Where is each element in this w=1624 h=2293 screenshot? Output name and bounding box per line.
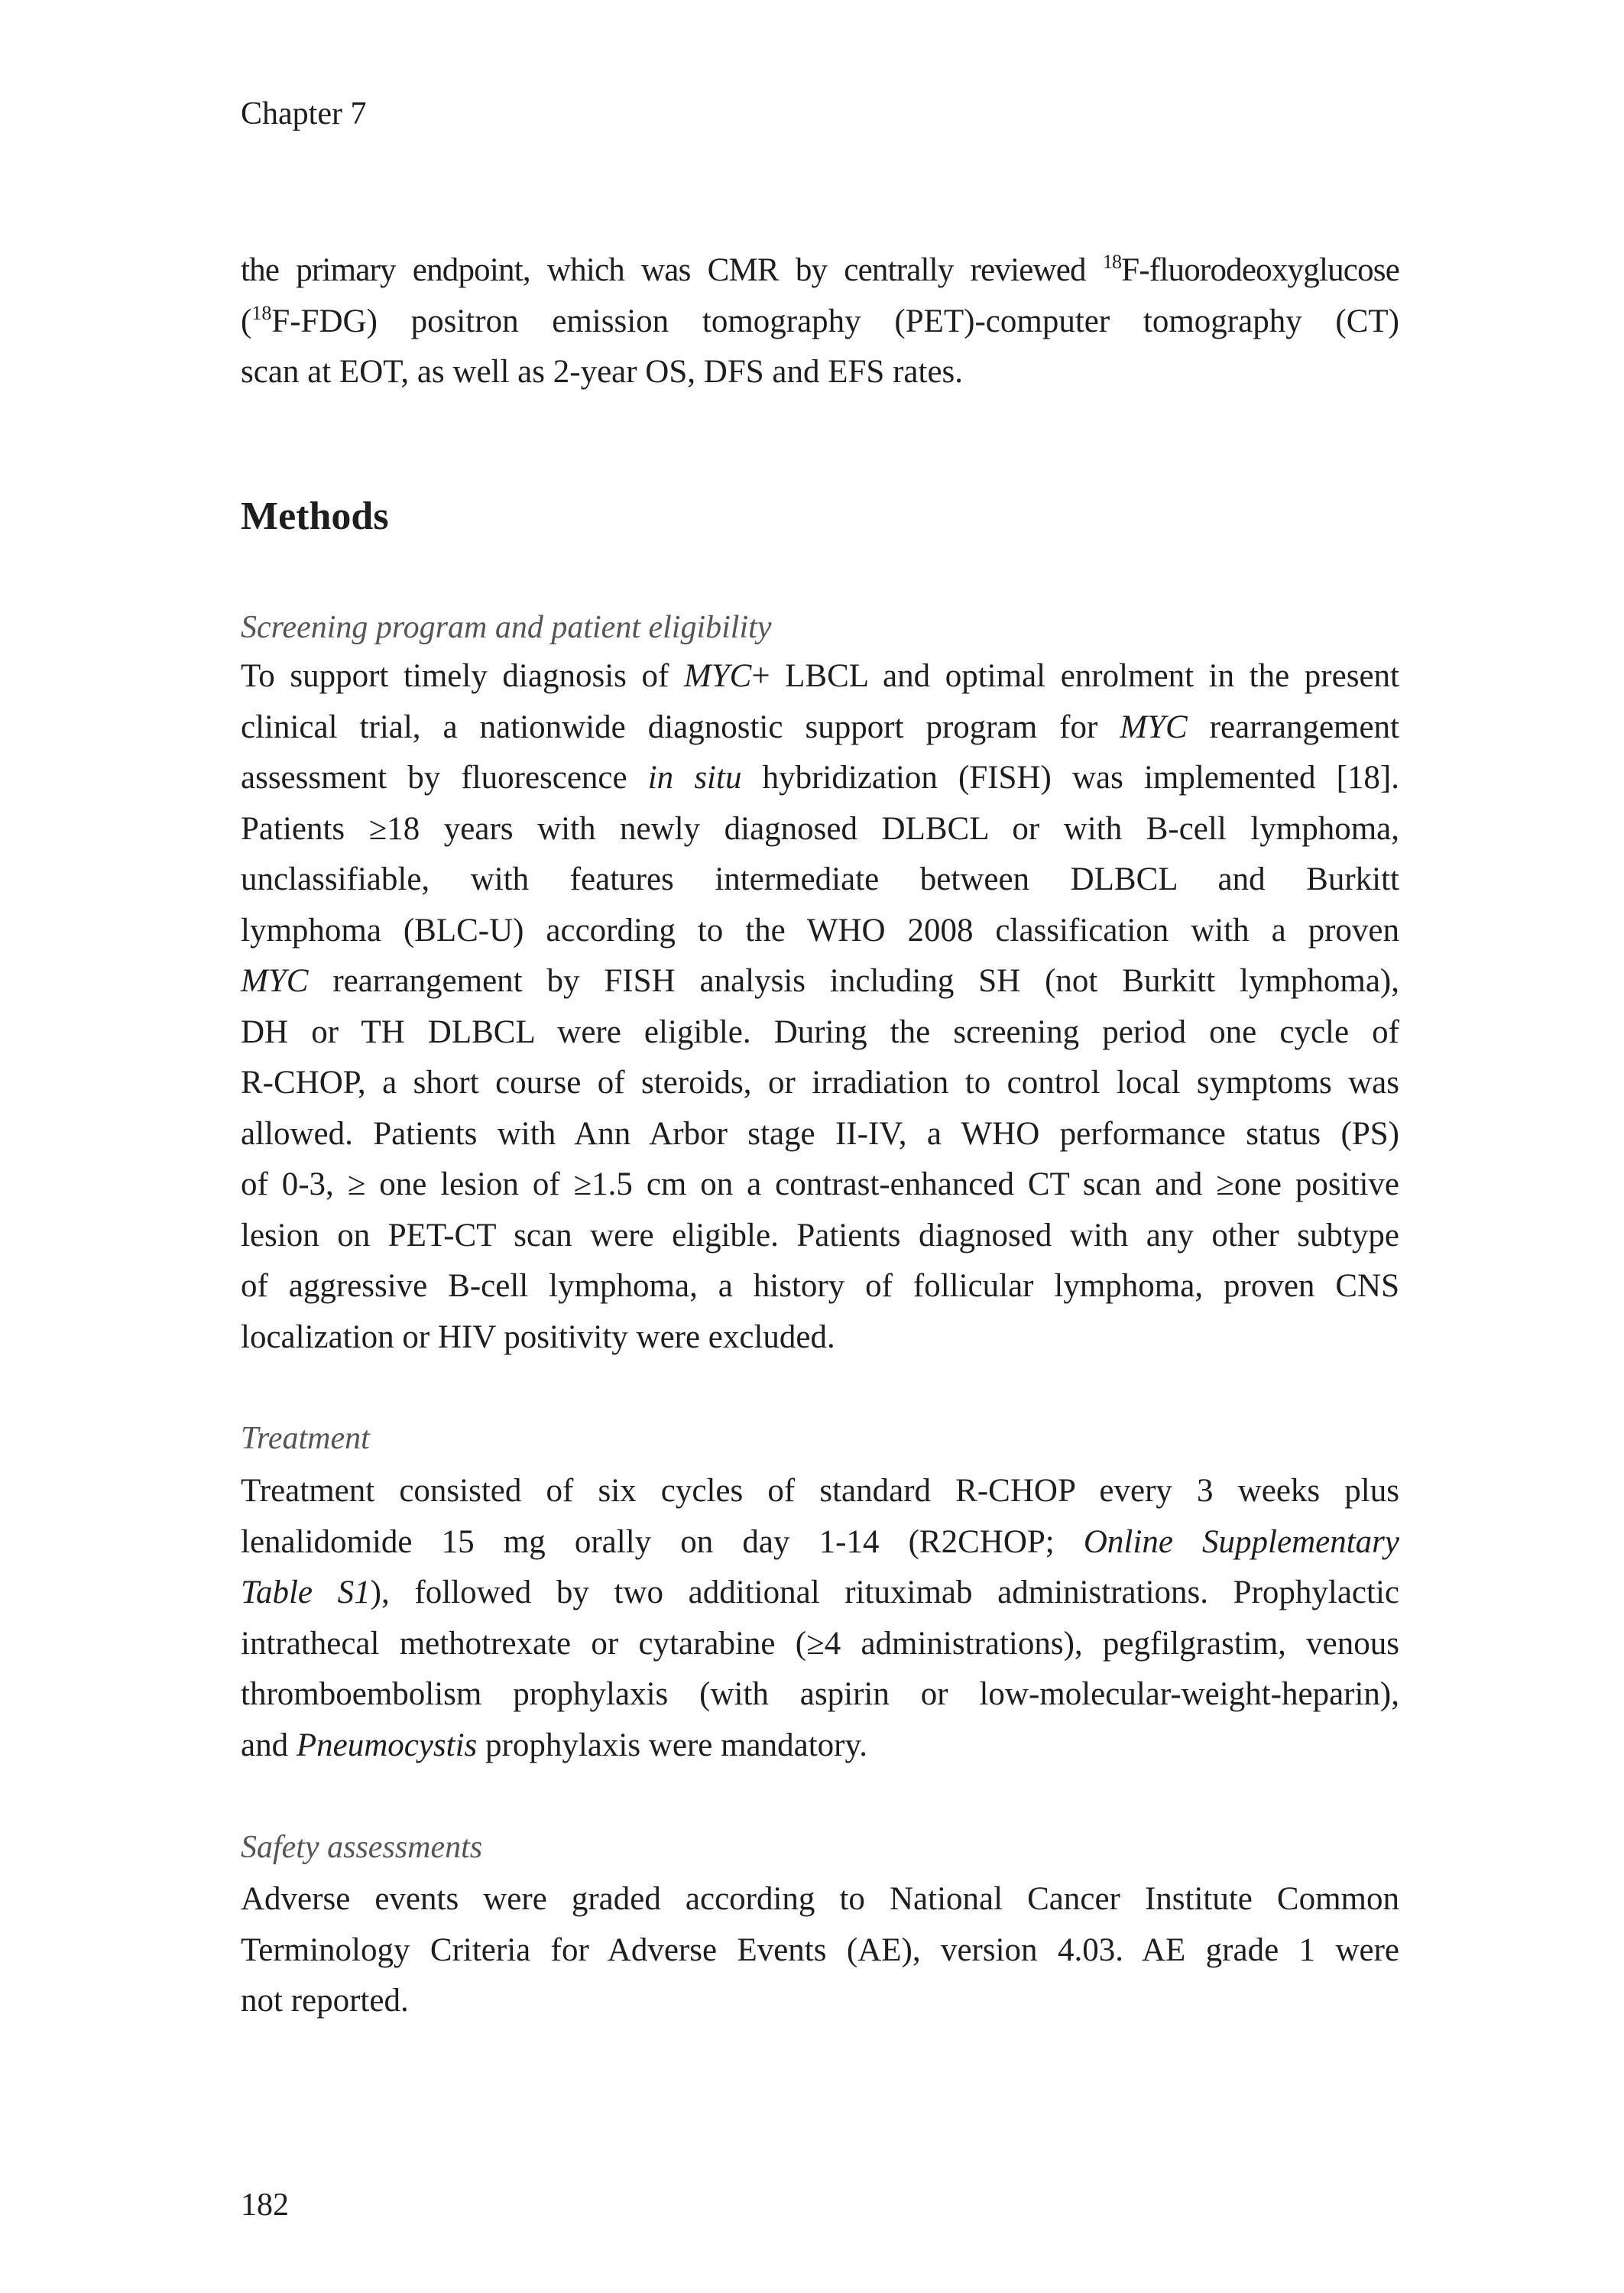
screening-heading: Screening program and patient eligibility	[241, 610, 772, 645]
italic-text-run: MYC	[1120, 709, 1188, 745]
text-line	[241, 651, 1399, 702]
text-run: unclassifiable, with features intermediate between DLBCL and Burkitt	[241, 861, 1399, 897]
text-run: hybridization (FISH) was implemented [18].	[741, 760, 1399, 796]
text-run: not reported.	[241, 1983, 409, 2019]
superscript: 18	[1102, 251, 1122, 273]
text-run: localization or HIV positivity were excluded.	[241, 1318, 835, 1355]
text-run: clinical trial, a nationwide diagnostic support program for	[241, 709, 1120, 745]
text-run: (	[241, 303, 252, 339]
treatment-paragraph	[241, 1466, 1399, 1771]
text-line	[241, 1925, 1399, 1977]
text-run: intrathecal methotrexate or cytarabine (≥4 administrations), pegfilgrastim, venous	[241, 1625, 1399, 1662]
text-line	[241, 855, 1399, 906]
treatment-heading: Treatment	[241, 1421, 370, 1456]
text-line	[241, 1058, 1399, 1109]
italic-text-run: Table S1	[241, 1575, 371, 1610]
text-run: scan at EOT, as well as 2-year OS, DFS and EFS rates.	[241, 354, 964, 390]
text-line	[241, 956, 1399, 1007]
italic-text-run: in situ	[647, 760, 742, 796]
text-run: Terminology Criteria for Adverse Events (AE), version 4.03. AE grade 1 were	[241, 1931, 1399, 1968]
text-run: F-fluorodeoxyglucose	[1121, 252, 1399, 288]
text-run: lymphoma (BLC-U) according to the WHO 2008 classification with a proven	[241, 912, 1399, 949]
text-run: Treatment consisted of six cycles of standard R-CHOP every 3 weeks plus	[241, 1473, 1399, 1509]
text-run: allowed. Patients with Ann Arbor stage II-IV, a WHO performance status (PS)	[241, 1115, 1399, 1152]
text-run: of 0-3, ≥ one lesion of ≥1.5 cm on a contrast-enhanced CT scan and ≥one positive	[241, 1166, 1399, 1202]
safety-heading: Safety assessments	[241, 1830, 483, 1865]
running-head: Chapter 7	[241, 96, 367, 131]
text-run: lesion on PET-CT scan were eligible. Patients diagnosed with any other subtype	[241, 1217, 1399, 1254]
text-run: assessment by fluorescence	[241, 760, 648, 796]
page-number: 182	[241, 2188, 289, 2223]
superscript: 18	[251, 301, 272, 324]
text-line	[241, 1721, 1399, 1772]
text-line	[241, 245, 1399, 297]
text-line	[241, 347, 1399, 398]
text-line	[241, 1466, 1399, 1517]
text-line	[241, 1261, 1399, 1312]
italic-text-run: MYC	[241, 963, 309, 999]
safety-paragraph	[241, 1874, 1399, 2027]
text-run: and	[241, 1727, 297, 1763]
text-line	[241, 1619, 1399, 1670]
text-line	[241, 1568, 1399, 1619]
text-run: prophylaxis were mandatory.	[477, 1727, 867, 1763]
text-run: Adverse events were graded according to National Cancer Institute Common	[241, 1881, 1399, 1917]
text-line	[241, 1211, 1399, 1262]
text-run: rearrangement by FISH analysis including SH (not Burkitt lymphoma),	[308, 963, 1399, 999]
text-run: rearrangement	[1187, 709, 1400, 745]
intro-paragraph	[241, 245, 1399, 398]
text-run: ), followed by two additional rituximab administrations. Prophylactic	[370, 1575, 1399, 1610]
screening-paragraph	[241, 651, 1399, 1363]
text-line	[241, 1669, 1399, 1721]
text-line	[241, 804, 1399, 855]
text-line	[241, 1007, 1399, 1059]
text-run: + LBCL and optimal enrolment in the present	[751, 658, 1399, 694]
text-line	[241, 753, 1399, 804]
text-run: To support timely diagnosis of	[241, 658, 684, 694]
text-line	[241, 1159, 1399, 1211]
text-line	[241, 702, 1399, 754]
italic-text-run: Online Supplementary	[1083, 1523, 1399, 1560]
text-line	[241, 1109, 1399, 1160]
text-run: F-FDG) positron emission tomography (PET)-computer tomography (CT)	[271, 303, 1399, 339]
text-line	[241, 1976, 1399, 2027]
text-line	[241, 1312, 1399, 1364]
text-line	[241, 1517, 1399, 1568]
methods-heading: Methods	[241, 495, 389, 538]
italic-text-run: MYC	[683, 658, 752, 694]
text-run: Patients ≥18 years with newly diagnosed DLBCL or with B-cell lymphoma,	[241, 810, 1399, 847]
text-run: lenalidomide 15 mg orally on day 1-14 (R2CHOP;	[241, 1523, 1084, 1560]
text-line	[241, 906, 1399, 957]
text-run: of aggressive B-cell lymphoma, a history of follicular lymphoma, proven CNS	[241, 1268, 1399, 1304]
italic-text-run: Pneumocystis	[296, 1727, 478, 1763]
text-run: the primary endpoint, which was CMR by centrally reviewed	[241, 252, 1103, 288]
text-line	[241, 297, 1399, 348]
text-line	[241, 1874, 1399, 1925]
text-run: R-CHOP, a short course of steroids, or irradiation to control local symptoms was	[241, 1065, 1399, 1101]
text-run: DH or TH DLBCL were eligible. During the screening period one cycle of	[241, 1014, 1399, 1050]
text-run: thromboembolism prophylaxis (with aspirin or low-molecular-weight-heparin),	[241, 1676, 1399, 1712]
